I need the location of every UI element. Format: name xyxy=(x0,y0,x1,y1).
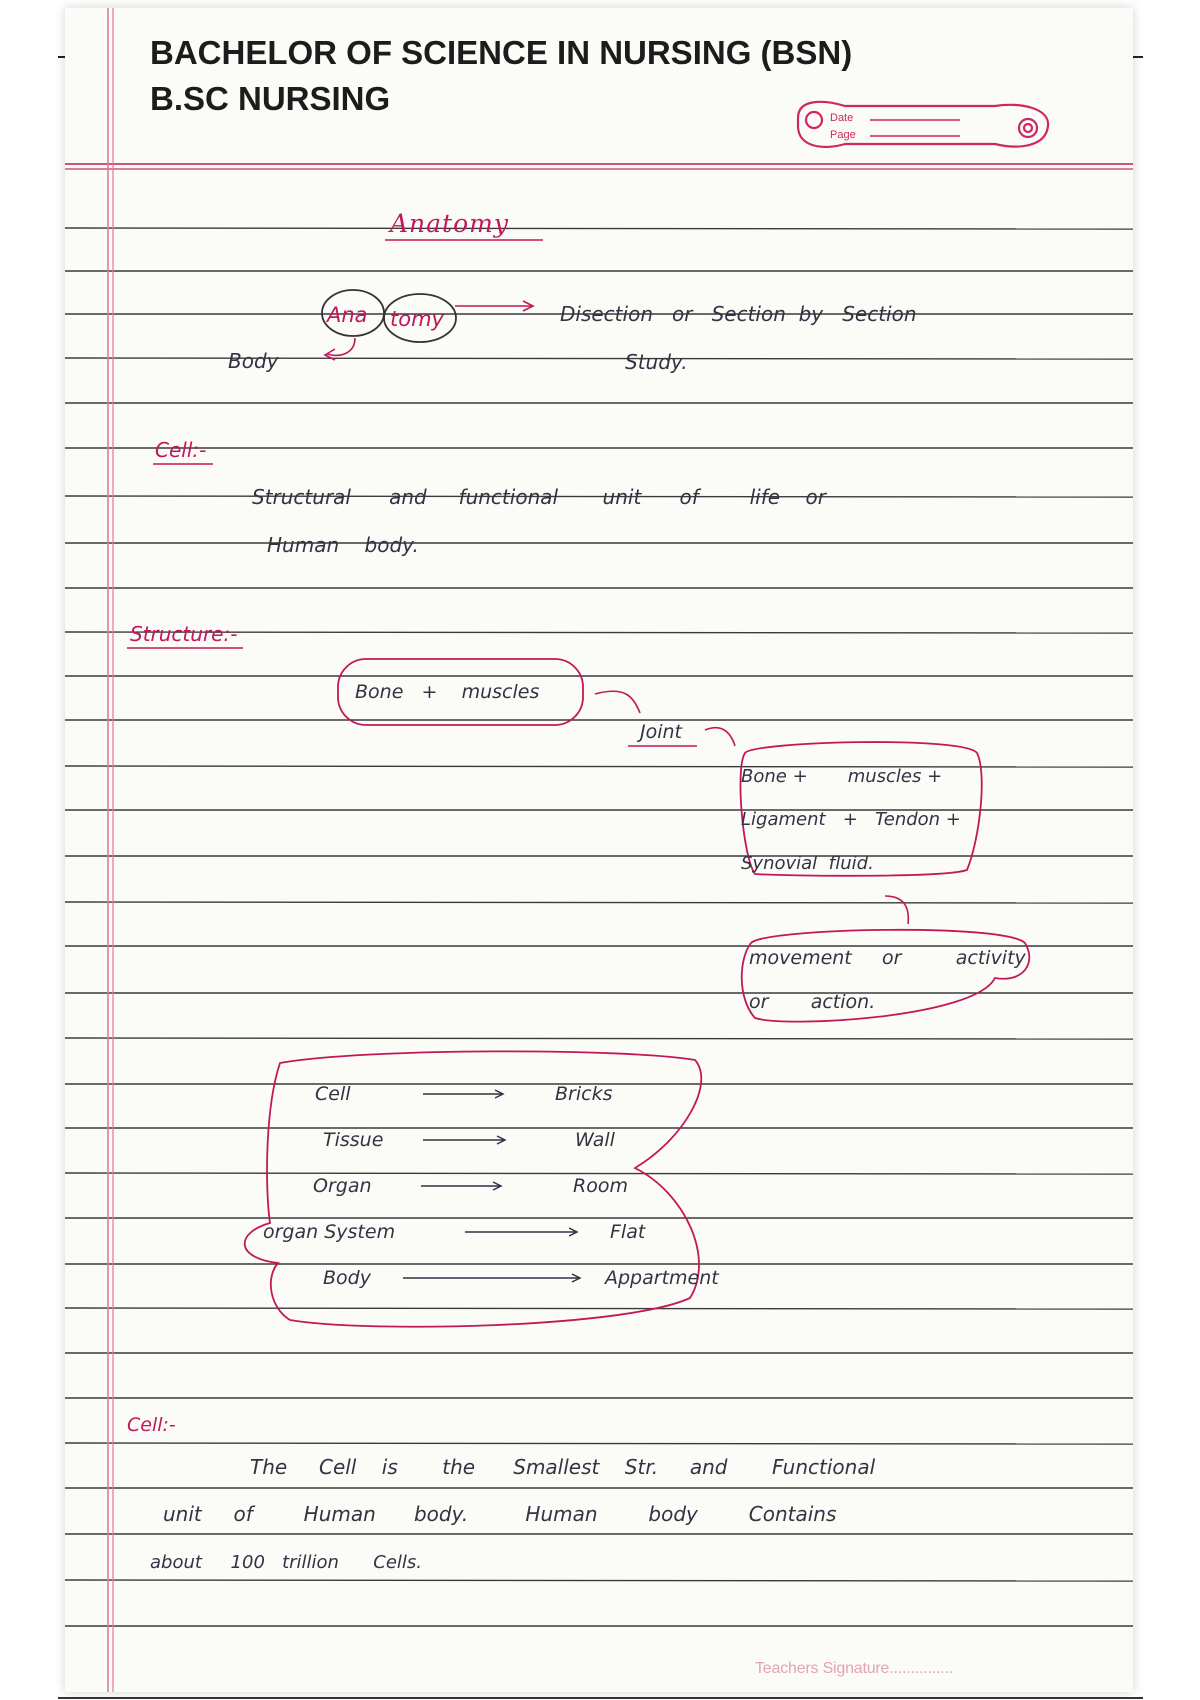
cell2-line1: The Cell is the Smallest Str. and Functional xyxy=(250,1455,876,1479)
bone-muscles-text: Bone + muscles xyxy=(355,681,540,703)
cell-definition-line1: Structural and functional unit of life or xyxy=(252,485,826,509)
movement-line1: movement or activity xyxy=(749,947,1026,969)
structure-heading: Structure:- xyxy=(130,622,238,646)
cell-definition-line2: Human body. xyxy=(267,533,419,557)
hierarchy-right-label: Room xyxy=(573,1175,628,1197)
etymology-tomy: tomy xyxy=(390,307,444,331)
joint-components-line3: Synovial fluid. xyxy=(741,853,874,874)
hierarchy-right-label: Wall xyxy=(575,1129,615,1151)
hierarchy-arrow xyxy=(423,1136,505,1144)
cell2-heading: Cell:- xyxy=(127,1414,176,1436)
movement-line2: or action. xyxy=(749,991,876,1013)
ruled-line xyxy=(65,1308,1133,1309)
ruled-line xyxy=(65,1173,1133,1174)
bottom-rule xyxy=(58,1697,1143,1699)
to-movement-arrow xyxy=(885,896,908,924)
notes-title: Anatomy xyxy=(390,209,509,238)
stamp-page-label: Page xyxy=(830,129,856,141)
ruled-line xyxy=(65,902,1133,903)
hierarchy-arrow xyxy=(403,1274,580,1282)
hierarchy-arrow xyxy=(465,1228,577,1236)
notebook-page-graphics xyxy=(65,8,1133,1692)
joint-label: Joint xyxy=(640,721,682,743)
body-arrow xyxy=(327,338,355,355)
ruled-line xyxy=(65,358,1133,359)
page-header xyxy=(150,30,852,122)
joint-components-line2: Ligament + Tendon + xyxy=(741,809,961,830)
cell2-line3: about 100 trillion Cells. xyxy=(150,1552,423,1573)
cell2-line2: unit of Human body. Human body Contains xyxy=(163,1502,837,1526)
stamp-date-label: Date xyxy=(830,112,854,124)
ruled-lines xyxy=(65,228,1133,1626)
notebook-page xyxy=(65,8,1133,1692)
hierarchy-left-label: organ System xyxy=(263,1221,396,1243)
cell-heading: Cell:- xyxy=(155,438,207,462)
header-line-1: BACHELOR OF SCIENCE IN NURSING (BSN) xyxy=(150,34,853,71)
etymology-body: Body xyxy=(228,349,279,373)
hierarchy-arrow xyxy=(421,1182,501,1190)
hierarchy-left-label: Cell xyxy=(315,1083,351,1105)
hierarchy-left-label: Body xyxy=(323,1267,371,1289)
etymology-meaning-1: Disection or Section by Section xyxy=(560,302,917,326)
ruled-line xyxy=(65,1038,1133,1039)
ruled-line xyxy=(65,1443,1133,1444)
etymology-ana: Ana xyxy=(327,303,368,327)
to-joint-arrow xyxy=(595,691,640,713)
teacher-signature-label: Teachers Signature............... xyxy=(755,1660,953,1677)
ruled-line xyxy=(65,766,1133,767)
ruled-line xyxy=(65,1580,1133,1581)
joint-components-line1: Bone + muscles + xyxy=(741,766,943,787)
header-line-2: B.SC NURSING xyxy=(150,80,391,117)
hierarchy-left-label: Organ xyxy=(313,1175,372,1197)
hierarchy-right-label: Appartment xyxy=(605,1267,719,1289)
hierarchy-arrow xyxy=(423,1090,503,1098)
right-crop-mark xyxy=(1133,56,1143,58)
hierarchy-right-label: Flat xyxy=(610,1221,646,1243)
joint-arrow xyxy=(705,728,735,746)
etymology-meaning-2: Study. xyxy=(625,350,688,374)
hierarchy-left-label: Tissue xyxy=(323,1129,384,1151)
ruled-line xyxy=(65,228,1133,229)
hierarchy-right-label: Bricks xyxy=(555,1083,613,1105)
hierarchy-list xyxy=(263,1083,720,1289)
